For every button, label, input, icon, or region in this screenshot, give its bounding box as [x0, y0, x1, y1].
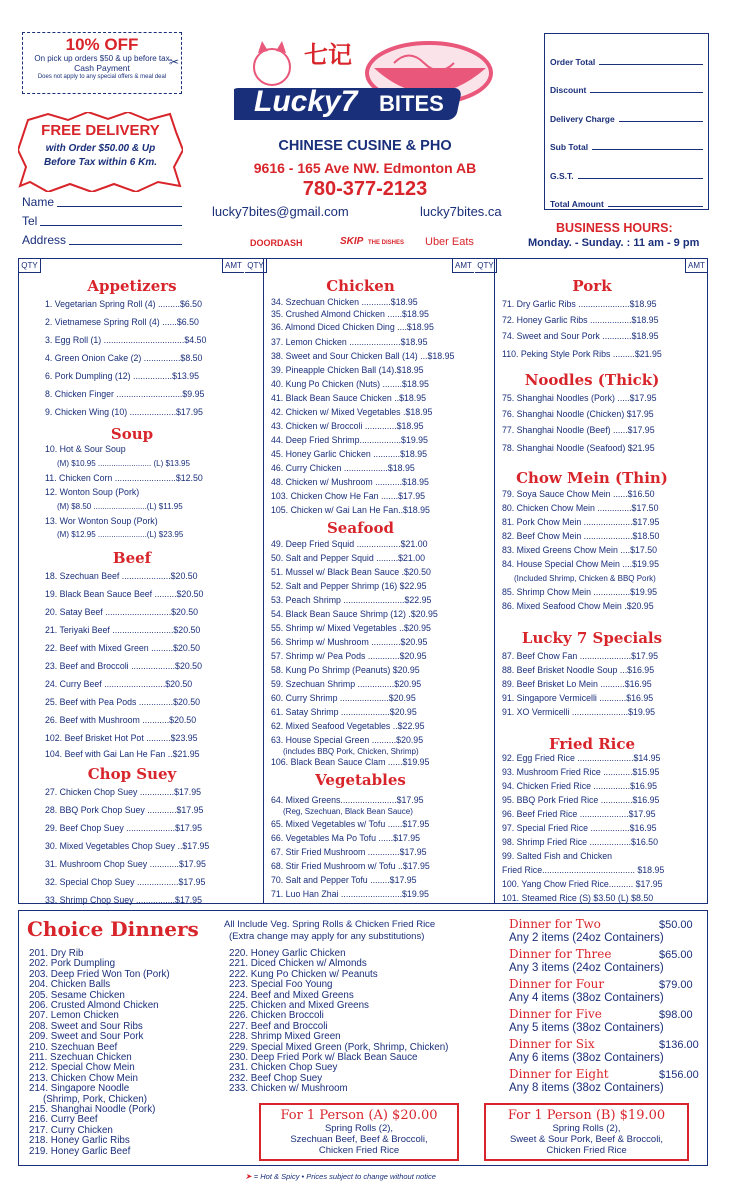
choice-item[interactable]: 219. Honey Garlic Beef: [29, 1145, 131, 1157]
person-a-line3: Chicken Fried Rice: [318, 1145, 400, 1156]
free-delivery-line1: with Order $50.00 & Up: [45, 143, 156, 154]
menu-item[interactable]: 86. Mixed Seafood Chow Mein .$20.95: [502, 601, 654, 611]
menu-item[interactable]: 32. Special Chop Suey .................$17.95: [45, 877, 206, 887]
choice-item[interactable]: 220. Honey Garlic Chicken: [229, 948, 346, 959]
choice-note2: (Extra change may apply for any substitutions): [229, 931, 425, 942]
menu-item[interactable]: 49. Deep Fried Squid ..................$21.00: [271, 539, 428, 549]
menu-item[interactable]: 20. Satay Beef ...........................$20.50: [45, 607, 199, 617]
menu-item[interactable]: 79. Soya Sauce Chow Mein ......$16.50: [502, 489, 655, 499]
address-field[interactable]: Address: [22, 233, 182, 247]
menu-item[interactable]: 48. Chicken w/ Mushroom ...........$18.95: [271, 477, 429, 487]
logo: [234, 33, 504, 133]
menu-item[interactable]: 31. Mushroom Chop Suey ............$17.95: [45, 859, 206, 869]
menu-item[interactable]: 4. Green Onion Cake (2) ...............$8.50: [45, 353, 203, 363]
menu-item[interactable]: 25. Beef with Pea Pods ..............$20.50: [45, 697, 201, 707]
menu-item[interactable]: 50. Salt and Pepper Squid .........$21.00: [271, 553, 426, 563]
qty-header: QTY: [19, 259, 41, 273]
choice-item[interactable]: 223. Special Foo Young: [229, 979, 333, 991]
section-title-fried-rice: Fried Rice: [548, 735, 636, 753]
discount-row[interactable]: Discount: [550, 67, 703, 96]
amt-header: AMT: [452, 259, 474, 273]
person-b-line3: Chicken Fried Rice: [546, 1145, 627, 1156]
dinner-price: $136.00: [659, 1039, 699, 1051]
gst-row[interactable]: G.S.T.: [550, 152, 703, 181]
menu-item[interactable]: 30. Mixed Vegetables Chop Suey ..$17.95: [45, 841, 210, 851]
menu-item[interactable]: 42. Chicken w/ Mixed Vegetables .$18.95: [271, 407, 433, 417]
choice-item[interactable]: 208. Sweet and Sour Ribs: [29, 1020, 143, 1032]
name-field[interactable]: Name: [22, 195, 182, 209]
menu-item[interactable]: 9. Chicken Wing (10) ...................$17.95: [45, 407, 203, 417]
choice-item[interactable]: 216. Curry Beef: [29, 1114, 98, 1126]
menu-item[interactable]: Fried Rice...................................... $18.95: [502, 865, 665, 875]
menu-item[interactable]: 12. Wonton Soup (Pork): [45, 487, 140, 497]
menu-item[interactable]: 91. XO Vermicelli .......................$19.95: [502, 707, 656, 717]
amt-header: AMT: [222, 259, 244, 273]
skip-the-dishes-logo: THE DISHES: [368, 240, 405, 246]
coupon-line1: On pick up orders $50 & up before tax: [34, 54, 170, 63]
menu-item[interactable]: 39. Pineapple Chicken Ball (14).$18.95: [271, 365, 424, 375]
free-delivery-headline: FREE DELIVERY: [41, 122, 160, 139]
dinner-name: Dinner for Two: [509, 917, 601, 931]
menu-item[interactable]: 64. Mixed Greens.......................$17.95: [271, 795, 424, 805]
dinner-desc: Any 8 items (38oz Containers): [509, 1082, 664, 1094]
menu-item[interactable]: 56. Shrimp w/ Mushroom ............$20.95: [271, 637, 428, 647]
menu-item[interactable]: 28. BBQ Pork Chop Suey ............$17.95: [45, 805, 204, 815]
menu-item[interactable]: 23. Beef and Broccoli ..................$20.50: [45, 661, 202, 671]
person-a-box: [259, 1103, 459, 1161]
menu-item[interactable]: 6. Pork Dumpling (12) ................$13.95: [45, 371, 200, 381]
person-a-line2: Szechuan Beef, Beef & Broccoli,: [290, 1134, 428, 1145]
hours-text: Monday. - Sunday. : 11 am - 9 pm: [528, 237, 700, 249]
dinner-price: $156.00: [659, 1069, 699, 1081]
phone: 780-377-2123: [302, 178, 428, 200]
menu-item[interactable]: 61. Satay Shrimp ....................$20.95: [271, 707, 417, 717]
dinner-name: Dinner for Three: [509, 947, 612, 961]
dinner-desc: Any 2 items (24oz Containers): [509, 932, 664, 944]
choice-item[interactable]: 221. Diced Chicken w/ Almonds: [229, 958, 367, 970]
menu-item[interactable]: 96. Beef Fried Rice ....................$17.95: [502, 809, 656, 819]
pepper-icon: ➤: [245, 1172, 252, 1181]
menu-item[interactable]: 45. Honey Garlic Chicken ...........$18.95: [271, 449, 427, 459]
person-b-title: For 1 Person (B) $19.00: [507, 1108, 666, 1123]
menu-item[interactable]: 2. Vietnamese Spring Roll (4) ......$6.50: [45, 317, 199, 327]
section-title-pork: Pork: [572, 277, 612, 295]
menu-item[interactable]: 74. Sweet and Sour Pork ............$18.95: [502, 331, 659, 341]
menu-item[interactable]: 66. Vegetables Ma Po Tofu ......$17.95: [271, 833, 421, 843]
dinner-price: $65.00: [659, 949, 693, 961]
menu-item[interactable]: (M) $10.95 ........................ (L) $13.95: [57, 459, 190, 468]
menu-item[interactable]: 100. Yang Chow Fried Rice.......... $17.95: [502, 879, 663, 889]
choice-title: Choice Dinners: [27, 917, 199, 941]
choice-item[interactable]: 218. Honey Garlic Ribs: [29, 1135, 130, 1147]
menu-item[interactable]: 67. Stir Fried Mushroom .............$17.95: [271, 847, 427, 857]
choice-item[interactable]: 202. Pork Dumpling: [29, 958, 116, 970]
menu-item[interactable]: 99. Salted Fish and Chicken: [502, 851, 613, 861]
menu-item[interactable]: 34. Szechuan Chicken ............$18.95: [271, 297, 418, 307]
menu-item[interactable]: 33. Shrimp Chop Suey ................$17.95: [45, 895, 202, 905]
menu-item[interactable]: 36. Almond Diced Chicken Ding ....$18.95: [271, 322, 434, 332]
menu-item[interactable]: 52. Salt and Pepper Shrimp (16) $22.95: [271, 581, 427, 591]
doordash-logo: DOORDASH: [250, 238, 303, 248]
menu-item[interactable]: 1. Vegetarian Spring Roll (4) .........$6.50: [45, 299, 202, 309]
coupon-line2: Cash Payment: [74, 63, 130, 73]
qty-header: QTY: [245, 259, 267, 273]
menu-item[interactable]: 51. Mussel w/ Black Bean Sauce .$20.50: [271, 567, 431, 577]
menu-item[interactable]: 97. Special Fried Rice ................$16.95: [502, 823, 657, 833]
choice-note1: All Include Veg. Spring Rolls & Chicken Fried Rice: [224, 919, 436, 930]
menu-item[interactable]: 13. Wor Wonton Soup (Pork): [45, 516, 158, 526]
person-a-line1: Spring Rolls (2),: [324, 1123, 394, 1134]
menu-item[interactable]: 95. BBQ Pork Fried Rice .............$16.95: [502, 795, 660, 805]
menu-item[interactable]: 78. Shanghai Noodle (Seafood) $21.95: [502, 443, 655, 453]
menu-item[interactable]: 77. Shanghai Noodle (Beef) ......$17.95: [502, 425, 655, 435]
dinner-price: $79.00: [659, 979, 693, 991]
menu-item[interactable]: 102. Beef Brisket Hot Pot ..........$23.95: [45, 733, 198, 743]
menu-item[interactable]: 110. Peking Style Pork Ribs .........$21.95: [502, 349, 662, 359]
menu-item[interactable]: 71. Dry Garlic Ribs .....................$18.95: [502, 299, 657, 309]
menu-item[interactable]: 83. Mixed Greens Chow Mein ....$17.50: [502, 545, 658, 555]
delivery-charge-row[interactable]: Delivery Charge: [550, 95, 703, 124]
menu-item[interactable]: 10. Hot & Sour Soup: [45, 444, 126, 454]
person-b-line2: Sweet & Sour Pork, Beef & Broccoli,: [509, 1134, 664, 1145]
section-title-chicken: Chicken: [326, 277, 395, 295]
menu-item[interactable]: 76. Shanghai Noodle (Chicken) $17.95: [502, 409, 654, 419]
total-amount-row[interactable]: Total Amount: [550, 181, 703, 210]
menu-item[interactable]: 101. Steamed Rice (S) $3.50 (L) $8.50: [502, 893, 654, 903]
menu-item[interactable]: 18. Szechuan Beef ....................$20.50: [45, 571, 198, 581]
menu-item[interactable]: 43. Chicken w/ Broccoli .............$18.95: [271, 421, 424, 431]
logo-name: Lucky7: [254, 85, 358, 118]
menu-item[interactable]: (M) $12.95 ......................(L) $23.95: [57, 530, 184, 539]
sub-total-row[interactable]: Sub Total: [550, 124, 703, 153]
dinner-name: Dinner for Eight: [509, 1067, 609, 1081]
person-b-line1: Spring Rolls (2),: [552, 1123, 621, 1134]
amt-header: AMT: [685, 259, 707, 273]
menu-item[interactable]: 94. Chicken Fried Rice ...............$16.95: [502, 781, 657, 791]
menu-item[interactable]: 53. Peach Shrimp .........................$22.95: [271, 595, 432, 605]
menu-item[interactable]: 103. Chicken Chow He Fan .......$17.95: [271, 491, 426, 501]
section-title-vegetables: Vegetables: [315, 771, 406, 789]
menu-item[interactable]: 40. Kung Po Chicken (Nuts) ........$18.95: [271, 379, 429, 389]
person-a-title: For 1 Person (A) $20.00: [280, 1108, 438, 1123]
choice-item[interactable]: 212. Special Chow Mein: [29, 1062, 135, 1074]
menu-item[interactable]: 41. Black Bean Sauce Chicken ..$18.95: [271, 393, 427, 403]
menu-item[interactable]: (Included Shrimp, Chicken & BBQ Pork): [514, 574, 656, 583]
choice-item[interactable]: 217. Curry Chicken: [29, 1124, 113, 1136]
section-title-chow-mein: Chow Mein (Thin): [516, 469, 668, 487]
section-title-appetizers: Appetizers: [87, 277, 177, 295]
dinner-desc: Any 5 items (38oz Containers): [509, 1022, 664, 1034]
menu-item[interactable]: 62. Mixed Seafood Vegetables ..$22.95: [271, 721, 425, 731]
choice-item[interactable]: 224. Beef and Mixed Greens: [229, 989, 354, 1001]
menu-item[interactable]: (includes BBQ Pork, Chicken, Shrimp): [283, 747, 419, 756]
choice-item[interactable]: 225. Chicken and Mixed Greens: [229, 1000, 369, 1011]
menu-item[interactable]: 68. Stir Fried Mushroom w/ Tofu ..$17.95: [271, 861, 430, 871]
menu-item[interactable]: 3. Egg Roll (1) .................................$4.50: [45, 335, 207, 345]
menu-item[interactable]: 104. Beef with Gai Lan He Fan ..$21.95: [45, 749, 200, 759]
ubereats-logo: Uber Eats: [425, 236, 474, 248]
footer-note: ➤ = Hot & Spicy • Prices subject to change without notice: [245, 1172, 436, 1181]
choice-item[interactable]: 201. Dry Rib: [29, 948, 84, 959]
menu-item[interactable]: 35. Crushed Almond Chicken ......$18.95: [271, 309, 429, 319]
menu-item[interactable]: 65. Mixed Vegetables w/ Tofu ......$17.95: [271, 819, 430, 829]
menu-item[interactable]: 88. Beef Brisket Noodle Soup ...$16.95: [502, 665, 655, 675]
menu-item[interactable]: 38. Sweet and Sour Chicken Ball (14) ...$18.95: [271, 351, 455, 361]
menu-grid: [18, 258, 708, 904]
section-title-seafood: Seafood: [326, 519, 395, 537]
logo-chinese: 七记: [304, 42, 352, 69]
menu-item[interactable]: 8. Chicken Finger ...........................$9.95: [45, 389, 205, 399]
logo-bites: BITES: [379, 91, 444, 116]
menu-item[interactable]: 72. Honey Garlic Ribs .................$18.95: [502, 315, 659, 325]
choice-item[interactable]: 222. Kung Po Chicken w/ Peanuts: [229, 968, 378, 980]
choice-item[interactable]: 204. Chicken Balls: [29, 979, 111, 991]
menu-item[interactable]: 63. House Special Green ..........$20.95: [271, 735, 424, 745]
choice-item[interactable]: 203. Deep Fried Won Ton (Pork): [29, 968, 170, 980]
menu-item[interactable]: 29. Beef Chop Suey ....................$17.95: [45, 823, 202, 833]
menu-item[interactable]: 26. Beef with Mushroom ...........$20.50: [45, 715, 197, 725]
section-title-beef: Beef: [112, 549, 152, 567]
dinner-desc: Any 6 items (38oz Containers): [509, 1052, 664, 1064]
dinner-desc: Any 4 items (38oz Containers): [509, 992, 664, 1004]
menu-item[interactable]: 19. Black Bean Sauce Beef .........$20.50: [45, 589, 204, 599]
menu-item[interactable]: 87. Beef Chow Fan .....................$17.95: [502, 651, 658, 661]
dinner-price: $50.00: [659, 919, 693, 931]
choice-item[interactable]: 230. Deep Fried Pork w/ Black Bean Sauce: [229, 1052, 418, 1063]
skip-logo: SKIP: [340, 236, 364, 247]
choice-item[interactable]: 233. Chicken w/ Mushroom: [229, 1083, 348, 1095]
choice-item[interactable]: 210. Szechuan Beef: [29, 1041, 118, 1053]
choice-item[interactable]: 229. Special Mixed Green (Pork, Shrimp, Chicken): [229, 1041, 449, 1053]
choice-dinners: [18, 910, 708, 1166]
person-b-box: [484, 1103, 689, 1161]
order-total-row[interactable]: Order Total: [550, 38, 703, 67]
menu-item[interactable]: 60. Curry Shrimp ....................$20.95: [271, 693, 416, 703]
menu-item[interactable]: 55. Shrimp w/ Mixed Vegetables ..$20.95: [271, 623, 431, 633]
choice-item[interactable]: 209. Sweet and Sour Pork: [29, 1031, 144, 1043]
email[interactable]: lucky7bites@gmail.com: [212, 204, 349, 219]
coupon-headline: 10% OFF: [65, 35, 139, 54]
choice-item[interactable]: 206. Crusted Almond Chicken: [29, 1000, 159, 1011]
dinner-name: Dinner for Five: [509, 1007, 602, 1021]
menu-item[interactable]: 11. Chicken Corn .........................$12.50: [45, 473, 203, 483]
dinner-name: Dinner for Six: [509, 1037, 595, 1051]
dinner-price: $98.00: [659, 1009, 693, 1021]
address: 9616 - 165 Ave NW. Edmonton AB: [253, 160, 477, 176]
section-title-specials: Lucky 7 Specials: [521, 629, 663, 647]
menu-item[interactable]: 24. Curry Beef .........................$20.50: [45, 679, 193, 689]
menu-item[interactable]: 91. Singapore Vermicelli ...........$16.95: [502, 693, 654, 703]
hours-title: BUSINESS HOURS:: [556, 221, 673, 235]
coupon-line3: Does not apply to any special offers & meal deal: [37, 74, 167, 80]
menu-item[interactable]: 22. Beef with Mixed Green .........$20.50: [45, 643, 201, 653]
choice-item[interactable]: (Shrimp, Pork, Chicken): [43, 1093, 147, 1105]
order-summary-box: [544, 33, 709, 210]
menu-item[interactable]: 58. Kung Po Shrimp (Peanuts) $20.95: [271, 665, 420, 675]
choice-item[interactable]: 232. Beef Chop Suey: [229, 1072, 323, 1084]
menu-item[interactable]: (M) $8.50 ........................(L) $11.95: [57, 502, 183, 511]
website[interactable]: lucky7bites.ca: [420, 204, 502, 219]
menu-item[interactable]: 46. Curry Chicken ..................$18.95: [271, 463, 415, 473]
menu-item[interactable]: 57. Shrimp w/ Pea Pods .............$20.95: [271, 651, 427, 661]
menu-item[interactable]: 84. House Special Chow Mein ....$19.95: [502, 559, 659, 569]
choice-item[interactable]: 226. Chicken Broccoli: [229, 1010, 324, 1022]
menu-item[interactable]: 106. Black Bean Sauce Clam ......$19.95: [271, 757, 430, 767]
menu-item[interactable]: 27. Chicken Chop Suey ..............$17.95: [45, 787, 201, 797]
menu-item[interactable]: 21. Teriyaki Beef .........................$20.50: [45, 625, 201, 635]
menu-item[interactable]: 89. Beef Brisket Lo Mein ..........$16.95: [502, 679, 652, 689]
menu-item[interactable]: 82. Beef Chow Mein ....................$18.50: [502, 531, 660, 541]
menu-item[interactable]: 37. Lemon Chicken .....................$18.95: [271, 337, 428, 347]
free-delivery-badge: [18, 112, 183, 192]
menu-item[interactable]: 59. Szechuan Shrimp ...............$20.95: [271, 679, 422, 689]
choice-item[interactable]: 215. Shanghai Noodle (Pork): [29, 1104, 156, 1115]
menu-item[interactable]: 92. Egg Fried Rice .......................$14.95: [502, 753, 661, 763]
choice-item[interactable]: 228. Shrimp Mixed Green: [229, 1031, 341, 1043]
coupon: [22, 32, 182, 94]
choice-item[interactable]: 211. Szechuan Chicken: [29, 1052, 132, 1063]
menu-item[interactable]: 81. Pork Chow Mein ....................$17.95: [502, 517, 660, 527]
tel-field[interactable]: Tel: [22, 214, 182, 228]
section-title-noodles: Noodles (Thick): [524, 371, 660, 389]
scissors-icon: ✂: [168, 55, 179, 69]
free-delivery-line2: Before Tax within 6 Km.: [44, 157, 157, 168]
menu-item[interactable]: 75. Shanghai Noodles (Pork) .....$17.95: [502, 393, 657, 403]
menu-item[interactable]: 85. Shrimp Chow Mein ...............$19.95: [502, 587, 657, 597]
dinner-name: Dinner for Four: [509, 977, 605, 991]
menu-item[interactable]: 105. Chicken w/ Gai Lan He Fan..$18.95: [271, 505, 430, 515]
choice-item[interactable]: 213. Chicken Chow Mein: [29, 1072, 138, 1084]
section-title-chop-suey: Chop Suey: [87, 765, 177, 783]
menu-item[interactable]: 70. Salt and Pepper Tofu ........$17.95: [271, 875, 417, 885]
menu-item[interactable]: 98. Shrimp Fried Rice .................$16.50: [502, 837, 658, 847]
choice-item[interactable]: 207. Lemon Chicken: [29, 1010, 119, 1022]
menu-item[interactable]: 80. Chicken Chow Mein ..............$17.50: [502, 503, 659, 513]
choice-item[interactable]: 205. Sesame Chicken: [29, 989, 125, 1001]
menu-item[interactable]: (Reg, Szechuan, Black Bean Sauce): [283, 807, 413, 816]
qty-header: QTY: [475, 259, 497, 273]
choice-item[interactable]: 231. Chicken Chop Suey: [229, 1062, 338, 1074]
choice-item[interactable]: 214. Singapore Noodle: [29, 1083, 130, 1095]
subtitle: CHINESE CUSINE & PHO: [278, 138, 452, 154]
menu-item[interactable]: 54. Black Bean Sauce Shrimp (12) .$20.95: [271, 609, 438, 619]
choice-item[interactable]: 227. Beef and Broccoli: [229, 1020, 328, 1032]
section-title-soup: Soup: [110, 425, 154, 443]
menu-item[interactable]: 93. Mushroom Fried Rice ............$15.95: [502, 767, 660, 777]
dinner-desc: Any 3 items (24oz Containers): [509, 962, 664, 974]
menu-item[interactable]: 71. Luo Han Zhai .........................$19.95: [271, 889, 429, 899]
menu-item[interactable]: 44. Deep Fried Shrimp.................$19.95: [271, 435, 428, 445]
